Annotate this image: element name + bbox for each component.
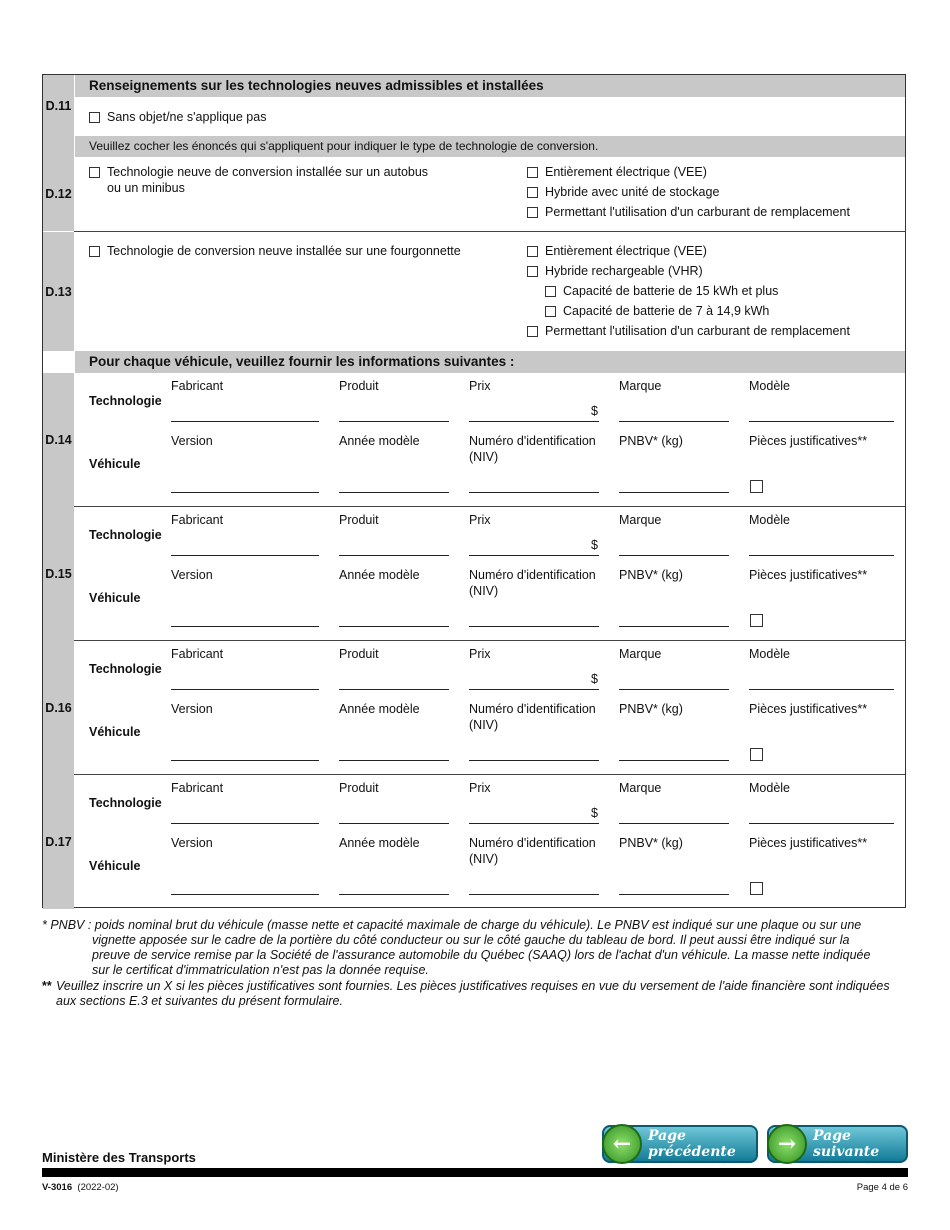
header-modele: Modèle	[749, 647, 790, 661]
header-prix: Prix	[469, 513, 491, 527]
header-fabricant: Fabricant	[171, 513, 224, 527]
checkbox-fourgonnette[interactable]	[89, 246, 100, 257]
input-produit[interactable]	[339, 555, 449, 556]
footnote-pnbv-4: sur le certificat d'immatriculation n'est pas la donnée requise.	[92, 963, 429, 977]
checkbox-sans-objet[interactable]	[89, 112, 100, 123]
checkbox-d12-vee[interactable]	[527, 167, 538, 178]
header-version: Version	[171, 568, 213, 582]
input-produit[interactable]	[339, 421, 449, 422]
input-marque[interactable]	[619, 689, 729, 690]
header-niv1: Numéro d'identification	[469, 702, 596, 716]
instruction-text: Veuillez cocher les énoncés qui s'appliquent pour indiquer le type de technologie de conversion.	[89, 139, 599, 153]
d12-vee-label: Entièrement électrique (VEE)	[545, 165, 707, 179]
checkbox-d13-15kwh[interactable]	[545, 286, 556, 297]
header-produit: Produit	[339, 379, 379, 393]
footnote-pieces-1: Veuillez inscrire un X si les pièces justificatives sont fournies. Les pièces justificatives requises en vue du versement de l'aide financière sont indiquées	[56, 979, 890, 993]
checkbox-pieces[interactable]	[750, 614, 763, 627]
instruction-bar	[75, 136, 905, 157]
divider	[74, 231, 905, 232]
row-divider	[74, 506, 905, 507]
header-marque: Marque	[619, 781, 662, 795]
checkbox-d13-carburant[interactable]	[527, 326, 538, 337]
header-marque: Marque	[619, 513, 662, 527]
vehicule-label: Véhicule	[89, 859, 141, 873]
next-page-button[interactable]	[767, 1125, 908, 1163]
vehicule-label: Véhicule	[89, 725, 141, 739]
technologie-label: Technologie	[89, 796, 162, 810]
d13-15kwh-label: Capacité de batterie de 15 kWh et plus	[563, 284, 779, 298]
label-d14: D.14	[43, 373, 74, 507]
header-pnbv: PNBV* (kg)	[619, 836, 683, 850]
header-version: Version	[171, 836, 213, 850]
header-pieces: Pièces justificatives**	[749, 702, 868, 716]
technologie-label: Technologie	[89, 528, 162, 542]
header-prix: Prix	[469, 379, 491, 393]
input-niv1[interactable]	[469, 760, 599, 761]
section-title: Renseignements sur les technologies neuves admissibles et installées	[89, 78, 544, 93]
label-d17: D.17	[43, 775, 74, 909]
checkbox-d12-carburant[interactable]	[527, 207, 538, 218]
header-modele: Modèle	[749, 379, 790, 393]
header-prix: Prix	[469, 647, 491, 661]
vehicle-header-bar	[75, 351, 905, 373]
header-fabricant: Fabricant	[171, 379, 224, 393]
header-niv1: Numéro d'identification	[469, 434, 596, 448]
input-annee[interactable]	[339, 894, 449, 895]
input-prix[interactable]	[469, 421, 599, 422]
label-d11: D.11	[43, 75, 74, 136]
dollar-sign: $	[591, 404, 598, 418]
technologie-label: Technologie	[89, 662, 162, 676]
arrow-left-icon: ←	[602, 1124, 642, 1164]
row-divider	[74, 774, 905, 775]
footnote-pnbv-2: vignette apposée sur le cadre de la portière du côté conducteur ou sur le côté gauche du tableau de bord. Il peut aussi être indiqué sur la	[92, 933, 850, 947]
label-d12: D.12	[43, 136, 74, 231]
input-produit[interactable]	[339, 689, 449, 690]
vehicule-label: Véhicule	[89, 457, 141, 471]
header-marque: Marque	[619, 379, 662, 393]
label-d16: D.16	[43, 641, 74, 775]
input-prix[interactable]	[469, 689, 599, 690]
form-code-line: V-3016 (2022-02)	[42, 1182, 119, 1193]
input-modele[interactable]	[749, 689, 894, 690]
input-niv1[interactable]	[469, 894, 599, 895]
autobus-label-1: Technologie neuve de conversion installée sur un autobus	[107, 165, 429, 179]
footnote-pnbv-1: * PNBV : poids nominal brut du véhicule (masse nette et capacité maximale de charge du véhicule). Le PNBV est indiqué sur une plaque ou sur une	[42, 918, 862, 932]
header-niv2: (NIV)	[469, 450, 499, 464]
d12-carburant-label: Permettant l'utilisation d'un carburant de remplacement	[545, 205, 850, 219]
header-pnbv: PNBV* (kg)	[619, 702, 683, 716]
page-number: Page 4 de 6	[856, 1182, 908, 1193]
sans-objet-label: Sans objet/ne s'applique pas	[107, 110, 267, 124]
header-produit: Produit	[339, 781, 379, 795]
fourgonnette-label: Technologie de conversion neuve installée sur une fourgonnette	[107, 244, 461, 258]
input-modele[interactable]	[749, 421, 894, 422]
header-pieces: Pièces justificatives**	[749, 434, 868, 448]
footer-rule	[42, 1168, 908, 1177]
input-modele[interactable]	[749, 823, 894, 824]
ministry-name: Ministère des Transports	[42, 1150, 196, 1165]
arrow-right-icon: →	[767, 1124, 807, 1164]
input-version[interactable]	[171, 760, 319, 761]
header-niv2: (NIV)	[469, 852, 499, 866]
header-prix: Prix	[469, 781, 491, 795]
header-produit: Produit	[339, 647, 379, 661]
checkbox-pieces[interactable]	[750, 480, 763, 493]
input-pnbv[interactable]	[619, 760, 729, 761]
header-version: Version	[171, 702, 213, 716]
input-marque[interactable]	[619, 555, 729, 556]
header-annee: Année modèle	[339, 702, 420, 716]
header-annee: Année modèle	[339, 568, 420, 582]
header-niv2: (NIV)	[469, 584, 499, 598]
input-prix[interactable]	[469, 823, 599, 824]
header-fabricant: Fabricant	[171, 781, 224, 795]
d13-7kwh-label: Capacité de batterie de 7 à 14,9 kWh	[563, 304, 770, 318]
input-modele[interactable]	[749, 555, 894, 556]
section-title-bar	[75, 75, 905, 97]
previous-page-label: Page précédente	[648, 1128, 736, 1160]
header-produit: Produit	[339, 513, 379, 527]
header-modele: Modèle	[749, 781, 790, 795]
checkbox-d13-vee[interactable]	[527, 246, 538, 257]
dollar-sign: $	[591, 672, 598, 686]
input-annee[interactable]	[339, 760, 449, 761]
input-version[interactable]	[171, 626, 319, 627]
label-d13: D.13	[43, 232, 74, 351]
header-pieces: Pièces justificatives**	[749, 568, 868, 582]
input-pnbv[interactable]	[619, 626, 729, 627]
input-pnbv[interactable]	[619, 894, 729, 895]
form-section-d	[42, 74, 906, 908]
checkbox-d13-7kwh[interactable]	[545, 306, 556, 317]
d13-vee-label: Entièrement électrique (VEE)	[545, 244, 707, 258]
checkbox-d13-vhr[interactable]	[527, 266, 538, 277]
header-niv1: Numéro d'identification	[469, 568, 596, 582]
previous-page-button[interactable]	[602, 1125, 758, 1163]
header-pieces: Pièces justificatives**	[749, 836, 868, 850]
autobus-label-2: ou un minibus	[107, 181, 185, 195]
label-d15: D.15	[43, 507, 74, 641]
input-fabricant[interactable]	[171, 421, 319, 422]
next-page-label: Page suivante	[813, 1128, 880, 1160]
d13-carburant-label: Permettant l'utilisation d'un carburant de remplacement	[545, 324, 850, 338]
input-version[interactable]	[171, 894, 319, 895]
input-annee[interactable]	[339, 492, 449, 493]
input-fabricant[interactable]	[171, 823, 319, 824]
d12-hybride-label: Hybride avec unité de stockage	[545, 185, 720, 199]
header-niv1: Numéro d'identification	[469, 836, 596, 850]
header-pnbv: PNBV* (kg)	[619, 568, 683, 582]
footnote-pnbv-3: preuve de service remise par la Société de l'assurance automobile du Québec (SAAQ) lors de l'achat d'un véhicule. La masse nette indiquée	[92, 948, 871, 962]
input-pnbv[interactable]	[619, 492, 729, 493]
input-produit[interactable]	[339, 823, 449, 824]
header-fabricant: Fabricant	[171, 647, 224, 661]
header-annee: Année modèle	[339, 836, 420, 850]
checkbox-d12-hybride[interactable]	[527, 187, 538, 198]
input-niv1[interactable]	[469, 626, 599, 627]
header-pnbv: PNBV* (kg)	[619, 434, 683, 448]
input-fabricant[interactable]	[171, 689, 319, 690]
header-annee: Année modèle	[339, 434, 420, 448]
input-marque[interactable]	[619, 823, 729, 824]
vehicule-label: Véhicule	[89, 591, 141, 605]
input-fabricant[interactable]	[171, 555, 319, 556]
vehicle-header: Pour chaque véhicule, veuillez fournir les informations suivantes :	[89, 354, 515, 369]
checkbox-autobus[interactable]	[89, 167, 100, 178]
footnote-mark: **	[42, 979, 52, 993]
header-niv2: (NIV)	[469, 718, 499, 732]
header-marque: Marque	[619, 647, 662, 661]
checkbox-pieces[interactable]	[750, 882, 763, 895]
footnote-pieces-2: aux sections E.3 et suivantes du présent formulaire.	[56, 994, 343, 1008]
row-divider	[74, 640, 905, 641]
dollar-sign: $	[591, 538, 598, 552]
header-modele: Modèle	[749, 513, 790, 527]
input-prix[interactable]	[469, 555, 599, 556]
dollar-sign: $	[591, 806, 598, 820]
input-version[interactable]	[171, 492, 319, 493]
input-marque[interactable]	[619, 421, 729, 422]
d13-vhr-label: Hybride rechargeable (VHR)	[545, 264, 703, 278]
header-version: Version	[171, 434, 213, 448]
technologie-label: Technologie	[89, 394, 162, 408]
input-niv1[interactable]	[469, 492, 599, 493]
input-annee[interactable]	[339, 626, 449, 627]
checkbox-pieces[interactable]	[750, 748, 763, 761]
